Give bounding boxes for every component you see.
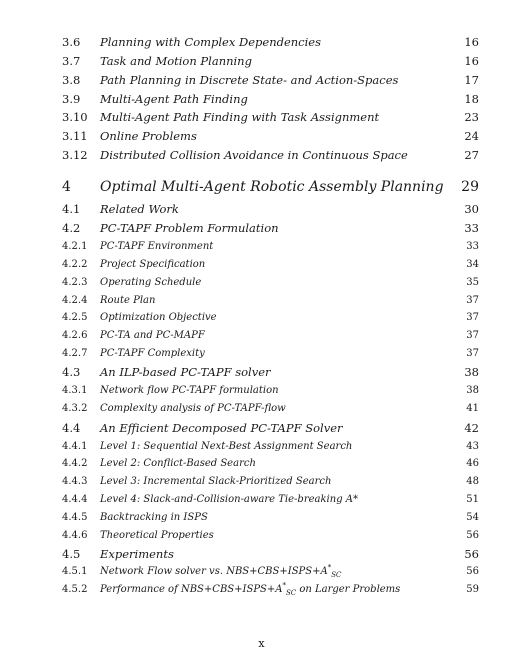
- section-number: 4.3: [62, 365, 81, 379]
- page-number: 37: [466, 348, 479, 359]
- section-number: 3.7: [62, 54, 81, 68]
- section-number: 4.5.1: [62, 566, 88, 577]
- toc-entry[interactable]: [0, 581, 523, 602]
- section-title: Route Plan: [100, 295, 156, 306]
- section-title: Complexity analysis of PC-TAPF-flow: [100, 403, 286, 414]
- toc-entry[interactable]: [0, 73, 523, 91]
- toc-chapter-entry[interactable]: [0, 179, 523, 201]
- title-superscript: *: [282, 581, 286, 590]
- toc-entry[interactable]: [0, 403, 523, 421]
- toc-entry[interactable]: [0, 312, 523, 330]
- section-title: Distributed Collision Avoidance in Continuous Space: [100, 148, 408, 162]
- section-title: Planning with Complex Dependencies: [100, 35, 322, 49]
- page-number: 29: [461, 179, 479, 195]
- toc-entry[interactable]: [0, 259, 523, 277]
- section-title: PC-TAPF Problem Formulation: [100, 221, 279, 235]
- toc-entry[interactable]: [0, 129, 523, 147]
- chapter-title: Optimal Multi-Agent Robotic Assembly Planning: [100, 179, 444, 195]
- title-text: Performance of NBS+CBS+ISPS+A: [100, 584, 283, 595]
- toc-entry[interactable]: [0, 547, 523, 565]
- toc-entry[interactable]: [0, 148, 523, 166]
- toc-entry[interactable]: [0, 530, 523, 548]
- section-title: Operating Schedule: [100, 277, 202, 288]
- toc-entry[interactable]: [0, 512, 523, 530]
- page-number: 56: [466, 530, 479, 541]
- section-number: 4.4.5: [62, 512, 88, 523]
- section-number: 4.2.1: [62, 241, 88, 252]
- section-number: 4.2.2: [62, 259, 88, 270]
- title-subscript: SC: [286, 589, 297, 597]
- section-title: Multi-Agent Path Finding: [100, 92, 248, 106]
- page-number: 38: [466, 385, 479, 396]
- section-number: 4.1: [62, 202, 81, 216]
- page-number: 16: [464, 35, 479, 49]
- section-title: PC-TA and PC-MAPF: [100, 330, 205, 341]
- title-suffix: on Larger Problems: [296, 584, 401, 595]
- section-title: Optimization Objective: [100, 312, 217, 323]
- section-number: 4.4.4: [62, 494, 88, 505]
- section-title: Level 4: Slack-and-Collision-aware Tie-breaking A*: [100, 494, 358, 505]
- section-number: 4.4: [62, 421, 81, 435]
- toc-entry[interactable]: [0, 385, 523, 403]
- section-number: 4.3.1: [62, 385, 88, 396]
- title-superscript: *: [327, 563, 332, 572]
- section-number: 4.2.5: [62, 312, 88, 323]
- page-number: 17: [464, 73, 479, 87]
- toc-entry[interactable]: [0, 92, 523, 110]
- page-number: 33: [464, 221, 479, 235]
- page-number: 41: [466, 403, 479, 414]
- page-number: 27: [464, 148, 479, 162]
- page-number: 43: [466, 441, 479, 452]
- section-title: [100, 563, 342, 579]
- page-number: 56: [466, 566, 479, 577]
- toc-entry[interactable]: [0, 241, 523, 259]
- toc-entry[interactable]: [0, 441, 523, 459]
- section-title: Level 2: Conflict-Based Search: [100, 458, 256, 469]
- toc-entry[interactable]: [0, 221, 523, 239]
- section-number: 4.5.2: [62, 584, 88, 595]
- section-number: 3.9: [62, 92, 81, 106]
- section-number: 4.2.3: [62, 277, 88, 288]
- section-title: An Efficient Decomposed PC-TAPF Solver: [100, 421, 343, 435]
- toc-entry[interactable]: [0, 365, 523, 383]
- section-number: 4.2: [62, 221, 81, 235]
- toc-entry[interactable]: [0, 476, 523, 494]
- toc-entry[interactable]: [0, 54, 523, 72]
- section-number: 4.4.3: [62, 476, 88, 487]
- page-number: 54: [466, 512, 479, 523]
- section-number: 4.2.7: [62, 348, 88, 359]
- page-number: 56: [464, 547, 479, 561]
- section-number: 4.4.2: [62, 458, 88, 469]
- section-title: Level 1: Sequential Next-Best Assignment Search: [100, 441, 353, 452]
- section-title: Theoretical Properties: [100, 530, 214, 541]
- page-number: 37: [466, 312, 479, 323]
- chapter-number: 4: [62, 179, 71, 195]
- section-number: 4.5: [62, 547, 81, 561]
- page-footer-number: x: [258, 637, 265, 650]
- section-title: Multi-Agent Path Finding with Task Assignment: [100, 110, 380, 124]
- section-number: 4.4.6: [62, 530, 88, 541]
- section-title: [100, 581, 401, 597]
- section-number: 3.6: [62, 35, 81, 49]
- toc-entry[interactable]: [0, 421, 523, 439]
- page-number: 38: [464, 365, 479, 379]
- section-title: Project Specification: [100, 259, 206, 270]
- section-title: Backtracking in ISPS: [100, 512, 208, 523]
- toc-entry[interactable]: [0, 563, 523, 584]
- section-title: An ILP-based PC-TAPF solver: [100, 365, 271, 379]
- section-number: 4.3.2: [62, 403, 88, 414]
- toc-entry[interactable]: [0, 330, 523, 348]
- section-number: 4.2.4: [62, 295, 88, 306]
- page-number: 48: [466, 476, 479, 487]
- page-number: 30: [464, 202, 479, 216]
- section-number: 3.10: [62, 110, 88, 124]
- section-title: Online Problems: [100, 129, 197, 143]
- section-title: Related Work: [100, 202, 179, 216]
- page-number: 59: [466, 584, 479, 595]
- page-number: 46: [466, 458, 479, 469]
- page-number: 33: [466, 241, 479, 252]
- page-number: 42: [464, 421, 479, 435]
- page-number: 51: [466, 494, 479, 505]
- section-number: 3.8: [62, 73, 81, 87]
- title-subscript: SC: [331, 571, 342, 579]
- page-number: 35: [466, 277, 479, 288]
- section-number: 4.2.6: [62, 330, 88, 341]
- toc-entry[interactable]: [0, 458, 523, 476]
- page-number: 23: [464, 110, 479, 124]
- toc-entry[interactable]: [0, 202, 523, 220]
- page-number: 24: [464, 129, 479, 143]
- page-number: 37: [466, 295, 479, 306]
- section-title: Task and Motion Planning: [100, 54, 252, 68]
- section-title: Network flow PC-TAPF formulation: [100, 385, 279, 396]
- section-number: 3.11: [62, 129, 88, 143]
- section-number: 3.12: [62, 148, 88, 162]
- section-title: Path Planning in Discrete State- and Action-Spaces: [100, 73, 399, 87]
- section-title: PC-TAPF Complexity: [100, 348, 205, 359]
- toc-entry[interactable]: [0, 277, 523, 295]
- toc-entry[interactable]: [0, 295, 523, 313]
- toc-entry[interactable]: [0, 348, 523, 366]
- page-number: 37: [466, 330, 479, 341]
- section-title: Experiments: [100, 547, 174, 561]
- toc-entry[interactable]: [0, 110, 523, 128]
- toc-entry[interactable]: [0, 494, 523, 512]
- section-number: 4.4.1: [62, 441, 88, 452]
- page-number: 16: [464, 54, 479, 68]
- section-title: PC-TAPF Environment: [100, 241, 214, 252]
- section-title: Level 3: Incremental Slack-Prioritized Search: [100, 476, 332, 487]
- title-text: Network Flow solver vs. NBS+CBS+ISPS+A: [100, 566, 328, 577]
- page-number: 34: [466, 259, 479, 270]
- toc-entry[interactable]: [0, 35, 523, 53]
- page-number: 18: [464, 92, 479, 106]
